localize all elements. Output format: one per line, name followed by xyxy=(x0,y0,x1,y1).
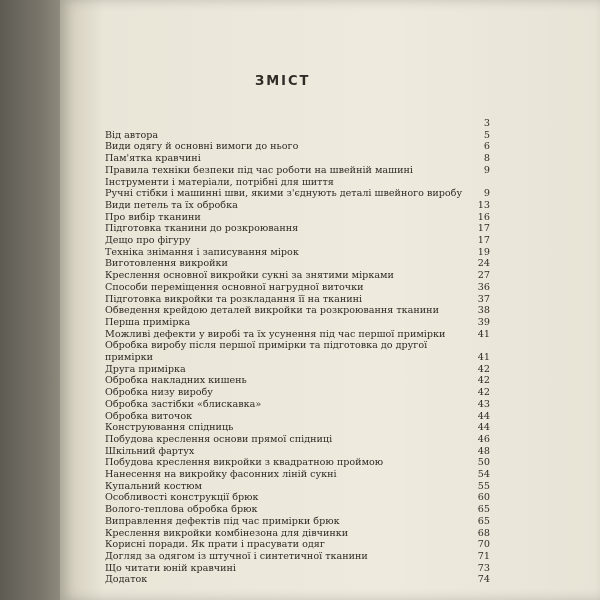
toc-entry xyxy=(105,223,490,235)
toc-entry-title: Види одягу й основні вимоги до нього xyxy=(105,141,299,153)
toc-entry xyxy=(105,235,490,247)
toc-entry xyxy=(105,469,490,481)
toc-entry-page: 6 xyxy=(483,141,490,153)
toc-entry-title: Від автора xyxy=(105,129,159,141)
toc-entry-title: Нанесення на викройку фасонних ліній сукні xyxy=(105,469,337,481)
toc-entry xyxy=(105,492,490,504)
toc-entry-page: 43 xyxy=(477,398,490,410)
toc-entry xyxy=(105,411,490,423)
toc-entry-page: 24 xyxy=(477,258,490,270)
toc-entry-page: 3 xyxy=(483,118,490,129)
toc-entry xyxy=(105,387,490,399)
table-of-contents xyxy=(105,118,490,586)
toc-entry-page: 42 xyxy=(477,387,490,399)
toc-entry-title: Правила техніки безпеки під час роботи на швейній машині xyxy=(105,164,413,176)
toc-entry-title: Друга примірка xyxy=(105,363,186,375)
toc-entry-page: 60 xyxy=(477,492,490,504)
toc-entry-page: 13 xyxy=(477,199,490,211)
toc-entry-page: 68 xyxy=(477,527,490,539)
toc-entry xyxy=(105,375,490,387)
toc-entry xyxy=(105,177,490,189)
toc-entry-page: 9 xyxy=(483,164,490,176)
toc-entry-title: Корисні поради. Як прати і прасувати одяг xyxy=(105,539,325,551)
toc-entry-title: Підготовка тканини до розкроювання xyxy=(105,223,299,235)
toc-entry-title: Купальний костюм xyxy=(105,480,203,492)
toc-entry-page: 44 xyxy=(477,410,490,422)
toc-entry xyxy=(105,282,490,294)
toc-entry xyxy=(105,130,490,142)
toc-entry-page: 9 xyxy=(483,188,490,200)
toc-entry-title: Інструменти і матеріали, потрібні для шиття xyxy=(105,176,334,188)
toc-entry xyxy=(105,364,490,376)
toc-entry-title: Обробка виточок xyxy=(105,410,193,422)
toc-entry-page: 5 xyxy=(483,129,490,141)
toc-entry xyxy=(105,457,490,469)
page-title: ЗМІСТ xyxy=(255,74,311,89)
toc-entry-page: 65 xyxy=(477,515,490,527)
toc-entry-page: 42 xyxy=(477,375,490,387)
toc-entry-title: Виправлення дефектів під час примірки брюк xyxy=(105,515,340,527)
toc-entry-page: 41 xyxy=(477,352,490,364)
toc-entry-page: 17 xyxy=(477,223,490,235)
toc-entry-page: 74 xyxy=(477,574,490,586)
toc-entry-title: Обробка низу виробу xyxy=(105,387,213,399)
toc-entry-page: 38 xyxy=(477,305,490,317)
toc-entry xyxy=(105,118,490,130)
toc-entry xyxy=(105,258,490,270)
toc-entry-title: Обведення крейдою деталей викройки та розкроювання тканини xyxy=(105,305,439,317)
toc-entry xyxy=(105,200,490,212)
toc-entry-page: 8 xyxy=(483,153,490,165)
toc-entry-page: 54 xyxy=(477,469,490,481)
toc-entry-title: Техніка знімання і записування мірок xyxy=(105,246,299,258)
toc-entry xyxy=(105,434,490,446)
toc-entry-page: 42 xyxy=(477,363,490,375)
toc-entry xyxy=(105,165,490,177)
toc-entry-title: Побудова креслення основи прямої спідниці xyxy=(105,433,333,445)
toc-entry-title: Способи переміщення основної нагрудної виточки xyxy=(105,281,364,293)
toc-entry xyxy=(105,481,490,493)
toc-entry-page: 39 xyxy=(477,316,490,328)
toc-entry-page: 48 xyxy=(477,445,490,457)
toc-entry xyxy=(105,329,490,341)
toc-entry-title: Дещо про фігуру xyxy=(105,235,191,247)
toc-entry-page: 36 xyxy=(477,281,490,293)
toc-entry xyxy=(105,212,490,224)
toc-entry-title: Можливі дефекти у виробі та їх усунення під час першої примірки xyxy=(105,328,446,340)
toc-entry-title: Що читати юній кравчині xyxy=(105,562,237,574)
toc-entry-title: Креслення основної викройки сукні за знятими мірками xyxy=(105,270,394,282)
toc-entry-title: Волого-теплова обробка брюк xyxy=(105,504,258,516)
toc-entry-title: Обробка виробу після першої примірки та підготовка до другої примірки xyxy=(105,340,428,364)
toc-entry-page: 55 xyxy=(477,480,490,492)
toc-entry-page: 27 xyxy=(477,270,490,282)
toc-entry xyxy=(105,247,490,259)
toc-entry-title: Обробка застібки «блискавка» xyxy=(105,398,262,410)
toc-entry-title: Про вибір тканини xyxy=(105,211,201,223)
toc-entry-title: Перша примірка xyxy=(105,316,191,328)
toc-entry xyxy=(105,551,490,563)
toc-entry-page: 70 xyxy=(477,539,490,551)
toc-entry-title: Види петель та їх обробка xyxy=(105,199,238,211)
toc-entry xyxy=(105,399,490,411)
toc-entry-title: Особливості конструкції брюк xyxy=(105,492,259,504)
toc-entry-title: Догляд за одягом із штучної і синтетичної тканини xyxy=(105,551,368,562)
toc-entry xyxy=(105,516,490,528)
toc-entry xyxy=(105,504,490,516)
toc-entry-title: Виготовлення викройки xyxy=(105,258,228,270)
toc-entry xyxy=(105,422,490,434)
toc-entry xyxy=(105,446,490,458)
toc-entry xyxy=(105,270,490,282)
toc-entry-page: 73 xyxy=(477,562,490,574)
toc-entry xyxy=(105,574,490,586)
toc-entry-title: Побудова креслення викройки з квадратною проймою xyxy=(105,457,384,469)
toc-entry-page: 71 xyxy=(477,551,490,562)
toc-entry xyxy=(105,305,490,317)
toc-entry-page: 44 xyxy=(477,422,490,434)
toc-entry xyxy=(105,294,490,306)
toc-entry-page: 17 xyxy=(477,235,490,247)
toc-entry-page: 37 xyxy=(477,293,490,305)
toc-entry-title: Шкільний фартух xyxy=(105,445,195,457)
book-spine-shadow xyxy=(0,0,60,600)
toc-entry xyxy=(105,317,490,329)
toc-entry xyxy=(105,153,490,165)
toc-entry-page: 16 xyxy=(477,211,490,223)
toc-entry-title: Обробка накладних кишень xyxy=(105,375,247,387)
toc-entry xyxy=(105,563,490,575)
toc-entry-title: Пам'ятка кравчині xyxy=(105,153,201,165)
toc-entry xyxy=(105,188,490,200)
toc-entry xyxy=(105,539,490,551)
toc-entry-page: 19 xyxy=(477,246,490,258)
toc-entry-page: 50 xyxy=(477,457,490,469)
toc-entry xyxy=(105,340,490,363)
toc-entry-title: Ручні стібки і машинні шви, якими з'єднують деталі швейного виробу xyxy=(105,188,463,200)
toc-entry-page: 65 xyxy=(477,504,490,516)
toc-entry-title: Креслення викройки комбінезона для дівчинки xyxy=(105,527,349,539)
toc-entry xyxy=(105,141,490,153)
toc-entry-page: 46 xyxy=(477,433,490,445)
toc-entry-title: Підготовка викройки та розкладання її на тканині xyxy=(105,293,363,305)
toc-entry-title: Конструювання спідниць xyxy=(105,422,234,434)
toc-entry-title: Додаток xyxy=(105,574,148,586)
toc-entry-page: 41 xyxy=(477,328,490,340)
toc-entry xyxy=(105,528,490,540)
